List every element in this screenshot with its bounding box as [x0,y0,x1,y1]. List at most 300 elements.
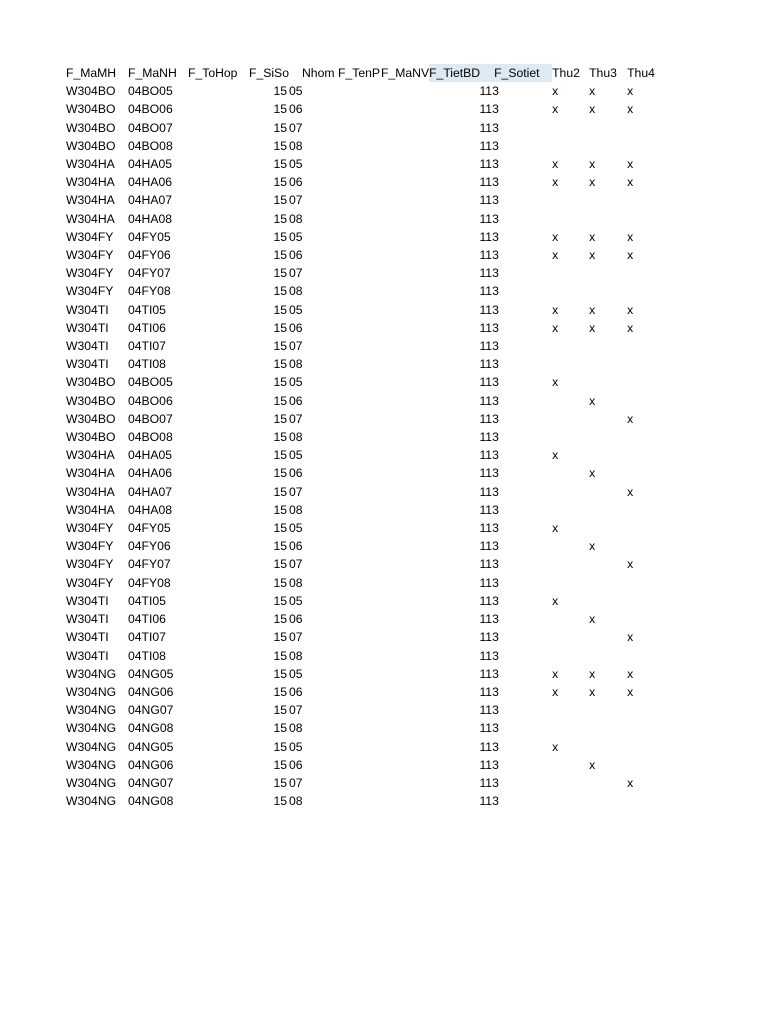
cell-tenp[interactable] [335,701,381,719]
cell-thu3[interactable]: x [589,666,596,681]
cell-tenp[interactable] [335,483,381,501]
cell-sotiet[interactable]: 3 [492,248,499,263]
cell-thu3[interactable] [589,719,627,737]
cell-siso[interactable]: 15 [273,775,287,790]
cell-manh[interactable]: 04TI07 [128,630,166,645]
cell-tietbd[interactable]: 11 [479,739,493,754]
cell-thu4[interactable] [627,701,662,719]
cell-siso[interactable]: 15 [273,84,287,99]
cell-manh[interactable]: 04TI08 [128,648,166,663]
cell-sotiet[interactable]: 3 [492,84,499,99]
cell-tohop[interactable] [188,628,249,646]
cell-mamh[interactable]: W304BO [66,102,116,117]
cell-manh[interactable]: 04BO07 [128,120,173,135]
cell-mamh[interactable]: W304BO [66,393,116,408]
cell-sotiet[interactable]: 3 [492,739,499,754]
cell-manv[interactable] [381,537,429,555]
cell-thu4[interactable]: x [627,557,634,572]
cell-thu4[interactable]: x [627,102,634,117]
cell-thu3[interactable] [589,119,627,137]
cell-manv[interactable] [381,628,429,646]
cell-manh[interactable]: 04TI05 [128,302,166,317]
cell-thu2[interactable] [552,464,589,482]
cell-manv[interactable] [381,228,429,246]
cell-tohop[interactable] [188,792,249,810]
cell-manv[interactable] [381,100,429,118]
cell-mamh[interactable]: W304BO [66,430,116,445]
cell-tietbd[interactable]: 11 [479,794,493,809]
cell-manh[interactable]: 04FY05 [128,521,171,536]
cell-siso[interactable]: 15 [273,666,287,681]
cell-tohop[interactable] [188,555,249,573]
cell-sotiet[interactable]: 3 [492,575,499,590]
cell-thu3[interactable] [589,210,627,228]
cell-nhom[interactable]: 06 [289,539,303,554]
cell-nhom[interactable]: 05 [289,375,303,390]
cell-tietbd[interactable]: 11 [479,411,493,426]
cell-thu3[interactable] [589,647,627,665]
cell-thu2[interactable] [552,574,589,592]
cell-manh[interactable]: 04HA08 [128,211,173,226]
cell-thu2[interactable] [552,756,589,774]
cell-manh[interactable]: 04BO05 [128,84,173,99]
cell-nhom[interactable]: 08 [289,575,303,590]
cell-nhom[interactable]: 08 [289,211,303,226]
cell-tietbd[interactable]: 11 [479,120,493,135]
cell-thu2[interactable]: x [552,157,559,172]
cell-nhom[interactable]: 07 [289,120,303,135]
cell-thu2[interactable]: x [552,175,559,190]
cell-sotiet[interactable]: 3 [492,157,499,172]
cell-thu2[interactable]: x [552,739,559,754]
cell-manv[interactable] [381,719,429,737]
cell-tietbd[interactable]: 11 [479,775,493,790]
cell-thu4[interactable] [627,355,662,373]
cell-mamh[interactable]: W304HA [66,175,115,190]
cell-sotiet[interactable]: 3 [492,211,499,226]
cell-mamh[interactable]: W304NG [66,684,117,699]
cell-thu3[interactable] [589,501,627,519]
cell-nhom[interactable]: 05 [289,666,303,681]
cell-manh[interactable]: 04BO08 [128,430,173,445]
cell-tenp[interactable] [335,610,381,628]
cell-tietbd[interactable]: 11 [479,302,493,317]
cell-thu4[interactable] [627,446,662,464]
cell-tietbd[interactable]: 11 [479,266,493,281]
cell-manv[interactable] [381,610,429,628]
cell-thu4[interactable] [627,282,662,300]
cell-tietbd[interactable]: 11 [479,284,493,299]
cell-sotiet[interactable]: 3 [492,138,499,153]
cell-manh[interactable]: 04NG08 [128,794,174,809]
cell-tenp[interactable] [335,100,381,118]
cell-mamh[interactable]: W304NG [66,739,117,754]
cell-sotiet[interactable]: 3 [492,557,499,572]
cell-thu2[interactable]: x [552,375,559,390]
cell-thu4[interactable]: x [627,411,634,426]
cell-manv[interactable] [381,428,429,446]
cell-manh[interactable]: 04TI07 [128,339,166,354]
cell-mamh[interactable]: W304FY [66,575,114,590]
cell-siso[interactable]: 15 [273,339,287,354]
cell-thu3[interactable] [589,483,627,501]
cell-thu2[interactable] [552,355,589,373]
cell-tietbd[interactable]: 11 [479,466,493,481]
cell-mamh[interactable]: W304FY [66,539,114,554]
cell-mamh[interactable]: W304TI [66,320,109,335]
cell-sotiet[interactable]: 3 [492,666,499,681]
cell-nhom[interactable]: 07 [289,557,303,572]
cell-thu2[interactable] [552,119,589,137]
cell-sotiet[interactable]: 3 [492,266,499,281]
cell-nhom[interactable]: 05 [289,448,303,463]
header-cell-thu2[interactable]: Thu2 [552,66,580,80]
cell-manh[interactable]: 04FY08 [128,575,171,590]
cell-thu3[interactable] [589,355,627,373]
cell-thu3[interactable]: x [589,157,596,172]
cell-nhom[interactable]: 07 [289,266,303,281]
cell-tenp[interactable] [335,719,381,737]
header-cell-tenp[interactable]: F_TenP [338,66,381,80]
cell-nhom[interactable]: 07 [289,775,303,790]
cell-nhom[interactable]: 07 [289,630,303,645]
cell-sotiet[interactable]: 3 [492,229,499,244]
cell-thu2[interactable] [552,392,589,410]
cell-siso[interactable]: 15 [273,375,287,390]
cell-tenp[interactable] [335,756,381,774]
cell-tenp[interactable] [335,665,381,683]
cell-sotiet[interactable]: 3 [492,593,499,608]
header-cell-tohop[interactable]: F_ToHop [188,66,238,80]
cell-sotiet[interactable]: 3 [492,193,499,208]
cell-sotiet[interactable]: 3 [492,703,499,718]
cell-manv[interactable] [381,701,429,719]
cell-thu4[interactable]: x [627,775,634,790]
cell-siso[interactable]: 15 [273,539,287,554]
cell-tohop[interactable] [188,373,249,391]
cell-tenp[interactable] [335,392,381,410]
cell-thu3[interactable] [589,446,627,464]
cell-mamh[interactable]: W304TI [66,302,109,317]
cell-thu2[interactable] [552,191,589,209]
cell-sotiet[interactable]: 3 [492,539,499,554]
cell-nhom[interactable]: 08 [289,502,303,517]
cell-siso[interactable]: 15 [273,211,287,226]
cell-thu2[interactable] [552,337,589,355]
cell-sotiet[interactable]: 3 [492,775,499,790]
cell-sotiet[interactable]: 3 [492,521,499,536]
cell-sotiet[interactable]: 3 [492,339,499,354]
cell-thu3[interactable] [589,337,627,355]
cell-thu2[interactable]: x [552,666,559,681]
cell-manv[interactable] [381,373,429,391]
cell-tohop[interactable] [188,155,249,173]
cell-manv[interactable] [381,501,429,519]
cell-sotiet[interactable]: 3 [492,430,499,445]
cell-nhom[interactable]: 05 [289,229,303,244]
cell-manh[interactable]: 04HA06 [128,175,173,190]
cell-tohop[interactable] [188,82,249,100]
cell-thu4[interactable] [627,592,662,610]
cell-nhom[interactable]: 08 [289,721,303,736]
cell-tenp[interactable] [335,683,381,701]
cell-tohop[interactable] [188,119,249,137]
cell-thu4[interactable] [627,137,662,155]
cell-siso[interactable]: 15 [273,502,287,517]
cell-tietbd[interactable]: 11 [479,393,493,408]
cell-tietbd[interactable]: 11 [479,375,493,390]
cell-manv[interactable] [381,756,429,774]
cell-manh[interactable]: 04NG08 [128,721,174,736]
cell-siso[interactable]: 15 [273,721,287,736]
cell-thu4[interactable] [627,428,662,446]
cell-mamh[interactable]: W304NG [66,703,117,718]
cell-thu3[interactable]: x [589,539,596,554]
cell-thu4[interactable] [627,191,662,209]
cell-thu3[interactable] [589,792,627,810]
cell-manv[interactable] [381,246,429,264]
cell-thu2[interactable] [552,610,589,628]
cell-tohop[interactable] [188,610,249,628]
cell-thu2[interactable]: x [552,229,559,244]
cell-siso[interactable]: 15 [273,612,287,627]
cell-sotiet[interactable]: 3 [492,357,499,372]
cell-manv[interactable] [381,574,429,592]
cell-tohop[interactable] [188,210,249,228]
cell-sotiet[interactable]: 3 [492,120,499,135]
cell-siso[interactable]: 15 [273,648,287,663]
cell-sotiet[interactable]: 3 [492,302,499,317]
cell-sotiet[interactable]: 3 [492,648,499,663]
cell-siso[interactable]: 15 [273,484,287,499]
cell-tohop[interactable] [188,574,249,592]
cell-siso[interactable]: 15 [273,466,287,481]
cell-tohop[interactable] [188,301,249,319]
cell-tietbd[interactable]: 11 [479,157,493,172]
cell-manh[interactable]: 04BO06 [128,393,173,408]
cell-thu3[interactable] [589,410,627,428]
cell-tohop[interactable] [188,738,249,756]
cell-manh[interactable]: 04HA08 [128,502,173,517]
cell-mamh[interactable]: W304BO [66,375,116,390]
cell-mamh[interactable]: W304FY [66,521,114,536]
cell-mamh[interactable]: W304BO [66,138,116,153]
cell-mamh[interactable]: W304NG [66,721,117,736]
cell-manh[interactable]: 04TI05 [128,593,166,608]
cell-thu2[interactable] [552,647,589,665]
cell-manv[interactable] [381,210,429,228]
cell-nhom[interactable]: 08 [289,430,303,445]
cell-manv[interactable] [381,155,429,173]
cell-tenp[interactable] [335,264,381,282]
cell-tietbd[interactable]: 11 [479,630,493,645]
cell-thu3[interactable] [589,628,627,646]
cell-sotiet[interactable]: 3 [492,757,499,772]
cell-tietbd[interactable]: 11 [479,484,493,499]
cell-tohop[interactable] [188,228,249,246]
cell-tietbd[interactable]: 11 [479,102,493,117]
cell-tietbd[interactable]: 11 [479,666,493,681]
cell-manv[interactable] [381,82,429,100]
cell-tenp[interactable] [335,555,381,573]
cell-nhom[interactable]: 05 [289,302,303,317]
cell-sotiet[interactable]: 3 [492,684,499,699]
cell-tenp[interactable] [335,738,381,756]
cell-tohop[interactable] [188,100,249,118]
cell-nhom[interactable]: 05 [289,521,303,536]
cell-thu2[interactable]: x [552,302,559,317]
cell-thu4[interactable]: x [627,630,634,645]
cell-thu2[interactable]: x [552,684,559,699]
cell-tietbd[interactable]: 11 [479,357,493,372]
cell-thu4[interactable] [627,719,662,737]
cell-siso[interactable]: 15 [273,630,287,645]
cell-thu3[interactable] [589,519,627,537]
cell-thu4[interactable]: x [627,175,634,190]
cell-manh[interactable]: 04FY07 [128,266,171,281]
cell-sotiet[interactable]: 3 [492,721,499,736]
cell-manv[interactable] [381,410,429,428]
cell-thu2[interactable] [552,537,589,555]
cell-sotiet[interactable]: 3 [492,411,499,426]
cell-manh[interactable]: 04NG07 [128,703,174,718]
cell-manv[interactable] [381,464,429,482]
cell-manh[interactable]: 04TI08 [128,357,166,372]
cell-nhom[interactable]: 05 [289,84,303,99]
cell-thu2[interactable] [552,264,589,282]
cell-nhom[interactable]: 06 [289,757,303,772]
cell-thu4[interactable]: x [627,320,634,335]
cell-tietbd[interactable]: 11 [479,557,493,572]
cell-nhom[interactable]: 06 [289,248,303,263]
cell-siso[interactable]: 15 [273,684,287,699]
cell-tenp[interactable] [335,210,381,228]
cell-siso[interactable]: 15 [273,284,287,299]
cell-sotiet[interactable]: 3 [492,484,499,499]
header-cell-tietbd[interactable]: F_TietBD [429,64,492,82]
cell-tietbd[interactable]: 11 [479,721,493,736]
cell-thu4[interactable] [627,119,662,137]
cell-tohop[interactable] [188,701,249,719]
cell-tohop[interactable] [188,464,249,482]
cell-tohop[interactable] [188,410,249,428]
cell-siso[interactable]: 15 [273,557,287,572]
cell-siso[interactable]: 15 [273,229,287,244]
cell-mamh[interactable]: W304BO [66,120,116,135]
cell-mamh[interactable]: W304FY [66,248,114,263]
cell-tenp[interactable] [335,774,381,792]
cell-tohop[interactable] [188,173,249,191]
cell-siso[interactable]: 15 [273,266,287,281]
cell-thu4[interactable] [627,264,662,282]
cell-thu3[interactable] [589,774,627,792]
cell-mamh[interactable]: W304FY [66,229,114,244]
cell-tietbd[interactable]: 11 [479,648,493,663]
cell-mamh[interactable]: W304FY [66,266,114,281]
cell-thu2[interactable] [552,501,589,519]
cell-tenp[interactable] [335,319,381,337]
cell-tietbd[interactable]: 11 [479,502,493,517]
cell-manv[interactable] [381,519,429,537]
cell-mamh[interactable]: W304HA [66,157,115,172]
cell-thu4[interactable] [627,647,662,665]
cell-thu4[interactable] [627,756,662,774]
cell-tohop[interactable] [188,282,249,300]
cell-tenp[interactable] [335,428,381,446]
cell-siso[interactable]: 15 [273,411,287,426]
cell-manv[interactable] [381,592,429,610]
cell-tenp[interactable] [335,82,381,100]
header-cell-manh[interactable]: F_MaNH [128,66,177,80]
cell-tenp[interactable] [335,337,381,355]
cell-thu3[interactable]: x [589,248,596,263]
cell-manv[interactable] [381,738,429,756]
cell-tietbd[interactable]: 11 [479,320,493,335]
cell-mamh[interactable]: W304BO [66,84,116,99]
cell-tenp[interactable] [335,301,381,319]
cell-thu3[interactable] [589,373,627,391]
cell-manv[interactable] [381,137,429,155]
cell-tietbd[interactable]: 11 [479,703,493,718]
cell-tenp[interactable] [335,537,381,555]
cell-tenp[interactable] [335,191,381,209]
cell-mamh[interactable]: W304HA [66,466,115,481]
cell-thu3[interactable] [589,428,627,446]
cell-tietbd[interactable]: 11 [479,339,493,354]
cell-manh[interactable]: 04FY05 [128,229,171,244]
cell-tietbd[interactable]: 11 [479,430,493,445]
cell-thu3[interactable]: x [589,229,596,244]
cell-manh[interactable]: 04HA07 [128,484,173,499]
cell-nhom[interactable]: 07 [289,703,303,718]
cell-mamh[interactable]: W304TI [66,648,109,663]
cell-nhom[interactable]: 08 [289,138,303,153]
cell-thu3[interactable] [589,574,627,592]
cell-thu2[interactable] [552,774,589,792]
cell-thu4[interactable] [627,464,662,482]
cell-manv[interactable] [381,191,429,209]
cell-tietbd[interactable]: 11 [479,684,493,699]
cell-tietbd[interactable]: 11 [479,84,493,99]
cell-manh[interactable]: 04FY08 [128,284,171,299]
cell-siso[interactable]: 15 [273,575,287,590]
cell-nhom[interactable]: 08 [289,284,303,299]
cell-manh[interactable]: 04HA05 [128,157,173,172]
cell-tenp[interactable] [335,155,381,173]
cell-thu3[interactable]: x [589,612,596,627]
cell-sotiet[interactable]: 3 [492,794,499,809]
cell-tenp[interactable] [335,373,381,391]
header-cell-sotiet[interactable]: F_Sotiet [492,64,552,82]
cell-siso[interactable]: 15 [273,138,287,153]
cell-thu2[interactable]: x [552,248,559,263]
cell-manh[interactable]: 04NG07 [128,775,174,790]
cell-nhom[interactable]: 06 [289,684,303,699]
cell-manh[interactable]: 04NG05 [128,739,174,754]
cell-thu3[interactable] [589,282,627,300]
cell-mamh[interactable]: W304FY [66,284,114,299]
cell-thu2[interactable]: x [552,320,559,335]
cell-thu2[interactable] [552,137,589,155]
cell-tenp[interactable] [335,355,381,373]
cell-manh[interactable]: 04TI06 [128,320,166,335]
cell-siso[interactable]: 15 [273,302,287,317]
cell-tenp[interactable] [335,464,381,482]
cell-manh[interactable]: 04HA06 [128,466,173,481]
cell-thu4[interactable] [627,337,662,355]
cell-siso[interactable]: 15 [273,757,287,772]
cell-thu4[interactable] [627,519,662,537]
